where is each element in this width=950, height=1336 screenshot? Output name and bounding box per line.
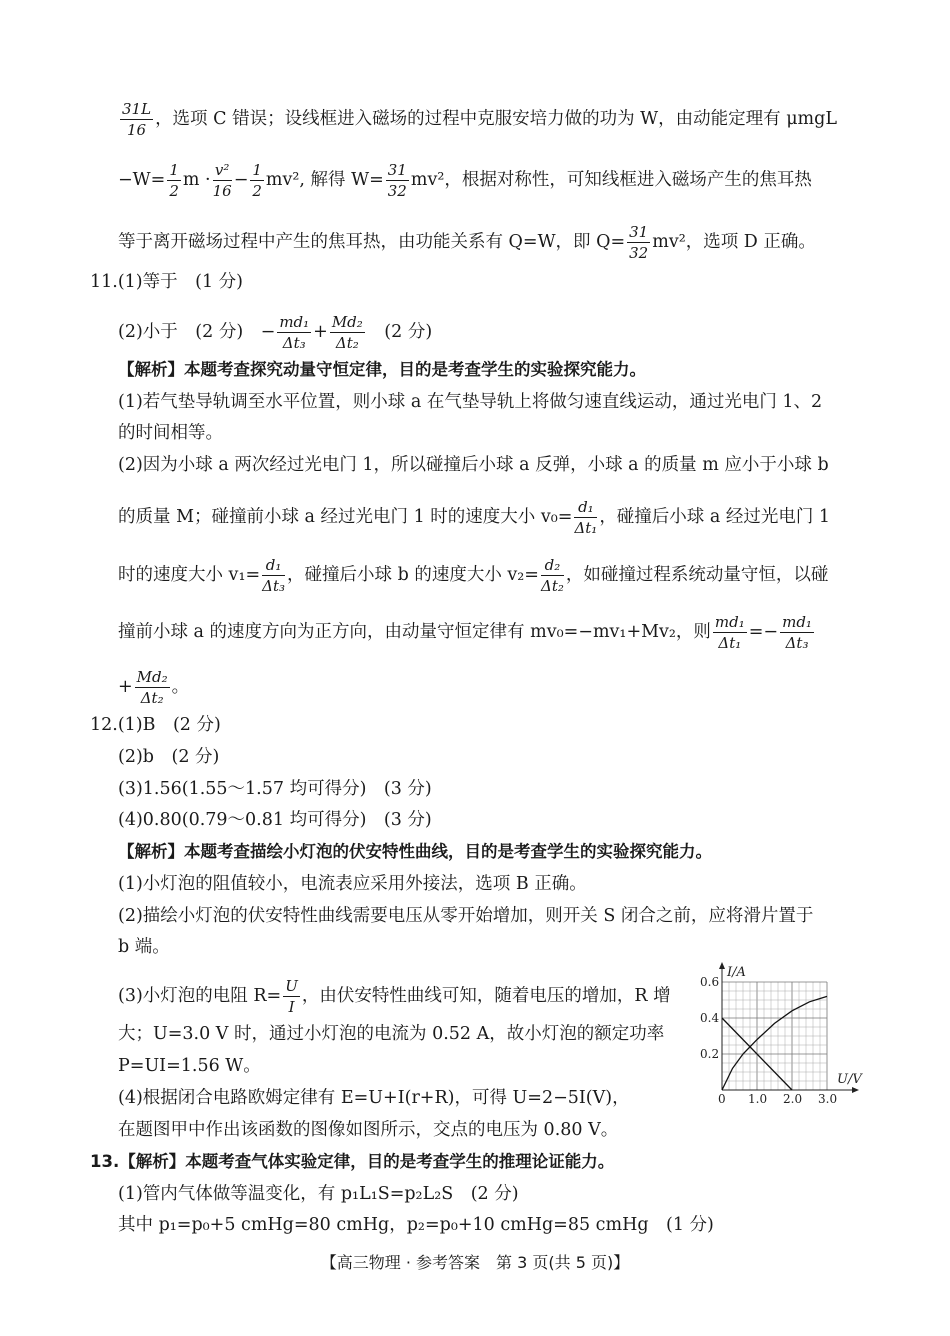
q12-e2: (2)描绘小灯泡的伏安特性曲线需要电压从零开始增加，则开关 S 闭合之前，应将滑片置于 bbox=[118, 906, 814, 926]
p10-line-2: −W= $\frac{1}{2}$ m · $\frac{\text{v²}}{16}$ − $\frac{1}{2}$ mv², 解得 W= $\frac{31}{32}$ mv²，根据对称性，可知线框进入磁场产生的焦耳热 bbox=[118, 161, 812, 200]
q13-e1: (1)管内气体做等温变化，有 p₁L₁S=p₂L₂S (2 分) bbox=[118, 1184, 519, 1204]
q11-e2: 的时间相等。 bbox=[118, 423, 223, 443]
q12-e5: 大；U=3.0 V 时，通过小灯泡的电流为 0.52 A，故小灯泡的额定功率 bbox=[118, 1024, 665, 1044]
q11-answer-1: 11.(1)等于 (1 分) bbox=[90, 272, 243, 292]
q12-answer-2: (2)b (2 分) bbox=[118, 747, 220, 767]
q12-analysis-heading: 【解析】本题考查描绘小灯泡的伏安特性曲线，目的是考查学生的实验探究能力。 bbox=[118, 842, 712, 861]
q12-answer-4: (4)0.80(0.79～0.81 均可得分) (3 分) bbox=[118, 810, 432, 830]
q12-e1: (1)小灯泡的阻值较小，电流表应采用外接法，选项 B 正确。 bbox=[118, 874, 587, 894]
q12-e3: b 端。 bbox=[118, 937, 170, 957]
q12-answer-1: 12.(1)B (2 分) bbox=[90, 715, 221, 735]
q11-e4: 的质量 M；碰撞前小球 a 经过光电门 1 时的速度大小 v₀= $\frac{\text{d₁}}{\text{Δt₁}}$ ，碰撞后小球 a 经过光电门 1 bbox=[118, 498, 831, 537]
y-tick-label: 0.2 bbox=[700, 1047, 720, 1061]
q11-answer-2: (2)小于 (2 分) − $\frac{\text{md₁}}{\text{Δt₃}}$ + $\frac{\text{Md₂}}{\text{Δt₂}}$ (2 分) bbox=[118, 313, 433, 352]
q13-analysis-heading: 13.【解析】本题考查气体实验定律，目的是考查学生的推理论证能力。 bbox=[90, 1152, 615, 1171]
q12-e8: 在题图甲中作出该函数的图像如图所示，交点的电压为 0.80 V。 bbox=[118, 1120, 619, 1140]
x-axis-label: U/V bbox=[837, 1072, 862, 1087]
y-tick-label: 0.6 bbox=[700, 975, 720, 989]
y-axis-arrow bbox=[719, 962, 725, 969]
q11-e7: + $\frac{\text{Md₂}}{\text{Δt₂}}$ 。 bbox=[118, 668, 190, 707]
x-tick-label: 0 bbox=[718, 1092, 726, 1106]
q12-e6: P=UI=1.56 W。 bbox=[118, 1056, 261, 1076]
q11-e3: (2)因为小球 a 两次经过光电门 1，所以碰撞后小球 a 反弹，小球 a 的质量 m 应小于小球 b bbox=[118, 455, 829, 475]
q11-analysis-heading: 【解析】本题考查探究动量守恒定律，目的是考查学生的实验探究能力。 bbox=[118, 360, 646, 379]
q11-e1: (1)若气垫导轨调至水平位置，则小球 a 在气垫导轨上将做匀速直线运动，通过光电门 1、2 bbox=[118, 392, 823, 412]
chart-marks bbox=[722, 996, 827, 1090]
q12-answer-3: (3)1.56(1.55～1.57 均可得分) (3 分) bbox=[118, 779, 432, 799]
page-footer: 【高三物理 · 参考答案 第 3 页(共 5 页)】 bbox=[320, 1253, 630, 1272]
q12-e4: (3)小灯泡的电阻 R= $\frac{U}{I}$ ，由伏安特性曲线可知，随着电压的增加，R 增 bbox=[118, 977, 671, 1016]
chart-grid bbox=[722, 982, 827, 1090]
q11-e5: 时的速度大小 v₁= $\frac{\text{d₁}}{\text{Δt₃}}$ ，碰撞后小球 b 的速度大小 v₂= $\frac{\text{d₂}}{\text{Δt₂}}$ ，如碰撞过程系统动量守恒，以碰 bbox=[118, 556, 829, 595]
y-tick-label: 0.4 bbox=[700, 1011, 720, 1025]
p10-line-3: 等于离开磁场过程中产生的焦耳热，由功能关系有 Q=W，即 Q= $\frac{31}{32}$ mv²，选项 D 正确。 bbox=[118, 223, 816, 262]
q11-e6: 撞前小球 a 的速度方向为正方向，由动量守恒定律有 mv₀=−mv₁+Mv₂，则 $\frac{\text{md₁}}{\text{Δt₁}}$ =− $\frac{\text{md₁}}{\text{Δt₃}}$ bbox=[118, 613, 812, 652]
x-axis-arrow bbox=[852, 1087, 859, 1093]
q12-e7: (4)根据闭合电路欧姆定律有 E=U+I(r+R)，可得 U=2−5I(V)， bbox=[118, 1088, 630, 1108]
iu-chart bbox=[700, 962, 865, 1108]
x-tick-label: 3.0 bbox=[818, 1092, 838, 1106]
fraction-31L-16: $\frac{31L}{16}$ bbox=[122, 100, 152, 139]
x-tick-label: 2.0 bbox=[783, 1092, 803, 1106]
q13-e2: 其中 p₁=p₀+5 cmHg=80 cmHg，p₂=p₀+10 cmHg=85 cmHg (1 分) bbox=[118, 1215, 714, 1235]
y-axis-label: I/A bbox=[727, 965, 746, 980]
x-tick-label: 1.0 bbox=[748, 1092, 768, 1106]
lamp-iu-curve bbox=[722, 996, 827, 1090]
p10-line-1: $\frac{31L}{16}$ ，选项 C 错误；设线框进入磁场的过程中克服安培力做的功为 W，由动能定理有 μmgL bbox=[122, 100, 837, 139]
